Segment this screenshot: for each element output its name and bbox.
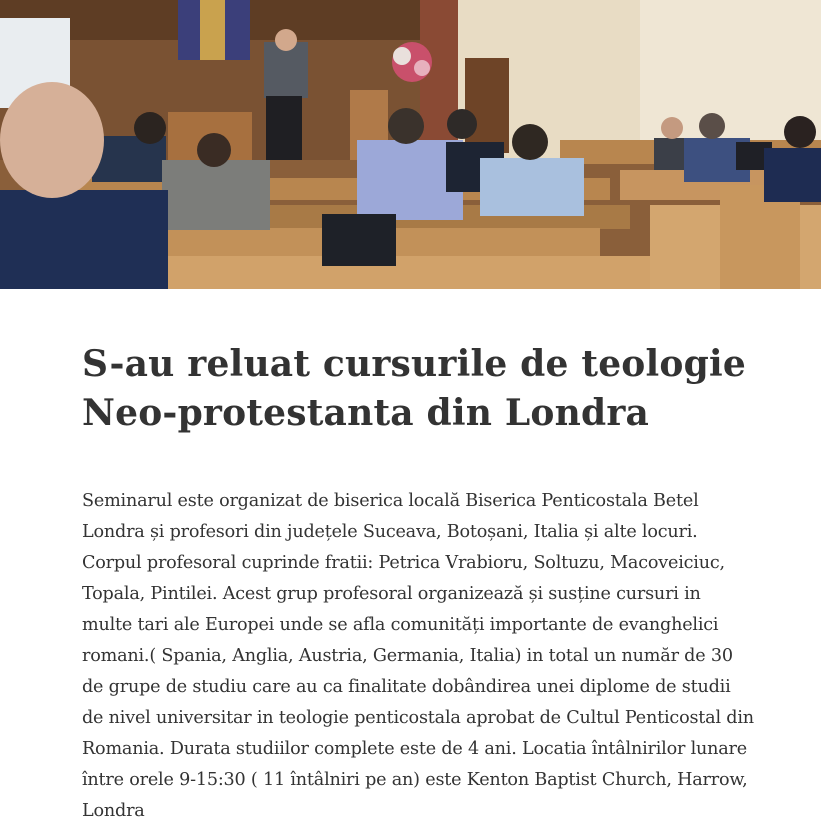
article	[82, 340, 754, 827]
church-seminar-photo	[0, 0, 821, 289]
hero-image	[0, 0, 821, 289]
article-body: Seminarul este organizat de biserica locală Biserica Penticostala Betel Londra și profesori din județele Suceava, Botoșani, Italia și alte locuri. Corpul profesoral cuprinde fratii: Petrica Vrabioru, Soltuzu, Macoveiciuc, Topala, Pintilei. Acest grup profesoral organizează și susține cursuri in multe tari ale Europei unde se afla comunități importante de evanghelici romani.( Spania, Anglia, Austria, Germania, Italia) in total un număr de 30 de grupe de studiu care au ca finalitate dobândirea unei diplome de studii de nivel universitar in teologie penticostala aprobat de Cultul Penticostal din Romania. Durata studiilor complete este de 4 ani. Locatia întâlnirilor lunare între orele 9-15:30 ( 11 întâlniri pe an) este Kenton Baptist Church, Harrow, Londra	[82, 491, 754, 821]
article-title: S-au reluat cursurile de teologie Neo-protestanta din Londra	[82, 343, 746, 434]
